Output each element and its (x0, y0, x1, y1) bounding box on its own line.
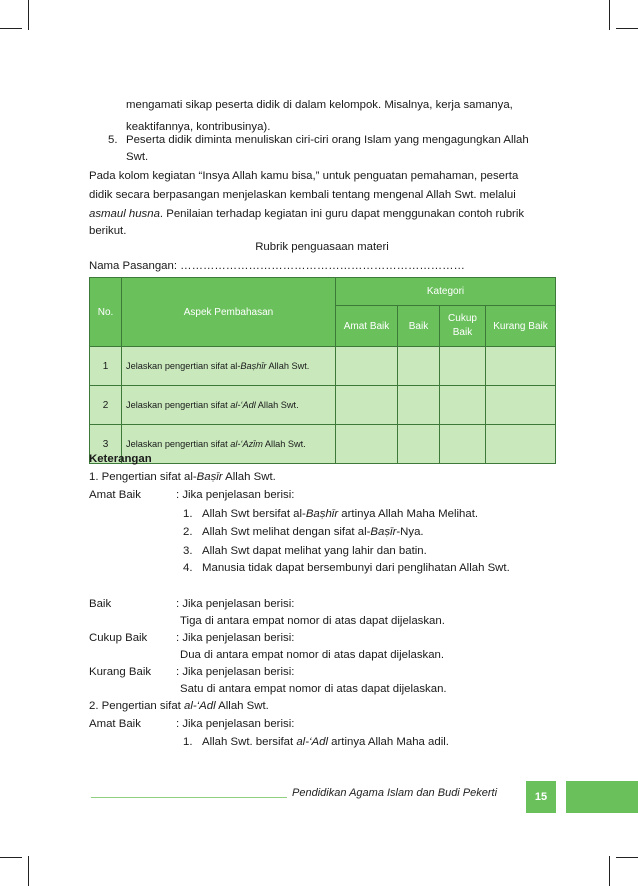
score-cell[interactable] (398, 347, 440, 386)
point-term: Baṣhīr (305, 508, 339, 520)
rubric-title: Rubrik penguasaan materi (255, 241, 389, 253)
footer-divider (91, 797, 287, 798)
intro-baik: : Jika penjelasan berisi: (176, 598, 295, 610)
aspek-text: Jelaskan pengertian sifat al- (126, 361, 241, 371)
keterangan-item-2 (89, 697, 269, 715)
header-aspek: Aspek Pembahasan (122, 278, 336, 347)
point-text: Manusia tidak dapat bersembunyi dari penglihatan Allah Swt. (202, 562, 510, 574)
nama-pasangan: Nama Pasangan: ………………………………………………………………… (89, 260, 465, 272)
detail-cukup-baik: Dua di antara empat nomor di atas dapat dijelaskan. (180, 649, 445, 661)
aspek-text: Jelaskan pengertian sifat (126, 400, 231, 410)
row-number: 2 (90, 386, 122, 425)
label-amat-baik-2: Amat Baik (89, 718, 141, 730)
label-kurang-baik: Kurang Baik (89, 666, 152, 678)
score-cell[interactable] (486, 425, 556, 464)
crop-mark (609, 0, 610, 30)
aspek-term: al-‘Azīm (230, 439, 263, 449)
point-number: 4. (183, 562, 193, 574)
paragraph-line: didik secara berpasangan menjelaskan kembali tentang mengenal Allah Swt. melalui (89, 189, 516, 201)
score-cell[interactable] (440, 425, 486, 464)
item-term: Baṣīr (196, 471, 223, 483)
point-segment: -Nya. (396, 526, 424, 538)
score-cell[interactable] (398, 425, 440, 464)
table-row (90, 347, 556, 386)
point-number: 2. (183, 526, 193, 538)
crop-mark (28, 0, 29, 30)
point-text (202, 733, 449, 751)
detail-baik: Tiga di antara empat nomor di atas dapat dijelaskan. (180, 615, 445, 627)
table-row (90, 386, 556, 425)
aspek-text: Allah Swt. (262, 439, 306, 449)
crop-mark (0, 28, 22, 29)
italic-term: asmaul husna (89, 208, 160, 220)
header-amat-baik: Amat Baik (336, 306, 398, 347)
point-segment: artinya Allah Maha adil. (328, 736, 449, 748)
crop-mark (609, 856, 610, 886)
intro-amat-baik-2: : Jika penjelasan berisi: (176, 718, 295, 730)
rubric-table (89, 277, 556, 464)
row-aspek (122, 425, 336, 464)
crop-mark (616, 857, 638, 858)
score-cell[interactable] (440, 386, 486, 425)
item-text: 1. Pengertian sifat al- (89, 471, 197, 483)
intro-line: keaktifannya, kontribusinya). (126, 121, 271, 133)
page-number: 15 (526, 781, 556, 813)
label-amat-baik: Amat Baik (89, 489, 141, 501)
header-kategori: Kategori (336, 278, 556, 306)
keterangan-item-1 (89, 468, 276, 486)
point-segment: Allah Swt. bersifat (202, 736, 297, 748)
row-aspek (122, 347, 336, 386)
aspek-text: Allah Swt. (266, 361, 310, 371)
score-cell[interactable] (440, 347, 486, 386)
intro-line: Peserta didik diminta menuliskan ciri-ciri orang Islam yang mengagungkan Allah (126, 134, 529, 146)
footer-book-title: Pendidikan Agama Islam dan Budi Pekerti (292, 787, 498, 799)
crop-mark (616, 28, 638, 29)
score-cell[interactable] (336, 347, 398, 386)
point-number: 3. (183, 545, 193, 557)
header-baik: Baik (398, 306, 440, 347)
header-cukup-baik: Cukup Baik (440, 306, 486, 347)
score-cell[interactable] (398, 386, 440, 425)
aspek-term: Baṣhīr (240, 361, 267, 371)
detail-kurang-baik: Satu di antara empat nomor di atas dapat dijelaskan. (180, 683, 447, 695)
aspek-text: Jelaskan pengertian sifat (126, 439, 231, 449)
point-number: 1. (183, 508, 193, 520)
row-number: 3 (90, 425, 122, 464)
intro-cukup-baik: : Jika penjelasan berisi: (176, 632, 295, 644)
crop-mark (0, 857, 22, 858)
aspek-text: Allah Swt. (255, 400, 299, 410)
header-kurang-baik: Kurang Baik (486, 306, 556, 347)
point-text (202, 505, 478, 523)
aspek-term: al-‘Adl (230, 400, 256, 410)
row-number: 1 (90, 347, 122, 386)
point-segment: Allah Swt melihat dengan sifat al- (202, 526, 371, 538)
header-no: No. (90, 278, 122, 347)
item-text: Allah Swt. (215, 700, 269, 712)
point-segment: Allah Swt bersifat al- (202, 508, 306, 520)
item-term: al-‘Adl (183, 700, 216, 712)
crop-mark (28, 856, 29, 886)
item-text: 2. Pengertian sifat (89, 700, 184, 712)
intro-amat-baik: : Jika penjelasan berisi: (176, 489, 295, 501)
point-term: al-‘Adl (296, 736, 328, 748)
paragraph-text: . Penilaian terhadap kegiatan ini guru dapat menggunakan contoh rubrik (159, 208, 525, 220)
intro-line: Swt. (126, 151, 149, 163)
list-number: 5. (108, 134, 118, 146)
score-cell[interactable] (336, 425, 398, 464)
paragraph-line: Pada kolom kegiatan “Insya Allah kamu bisa,” untuk penguatan pemahaman, peserta (89, 170, 519, 182)
label-baik: Baik (89, 598, 112, 610)
score-cell[interactable] (486, 347, 556, 386)
point-text (202, 523, 424, 541)
row-aspek (122, 386, 336, 425)
point-term: Baṣīr (370, 526, 397, 538)
intro-line: mengamati sikap peserta didik di dalam kelompok. Misalnya, kerja samanya, (126, 99, 513, 111)
label-cukup-baik: Cukup Baik (89, 632, 148, 644)
paragraph-line (89, 205, 524, 223)
point-text: Allah Swt dapat melihat yang lahir dan batin. (202, 545, 427, 557)
point-segment: artinya Allah Maha Melihat. (338, 508, 479, 520)
score-cell[interactable] (336, 386, 398, 425)
keterangan-heading: Keterangan (89, 453, 152, 465)
item-text: Allah Swt. (222, 471, 276, 483)
table-row (90, 425, 556, 464)
paragraph-line: berikut. (89, 225, 127, 237)
intro-kurang-baik: : Jika penjelasan berisi: (176, 666, 295, 678)
score-cell[interactable] (486, 386, 556, 425)
footer-accent-block (566, 781, 638, 813)
point-number: 1. (183, 736, 193, 748)
